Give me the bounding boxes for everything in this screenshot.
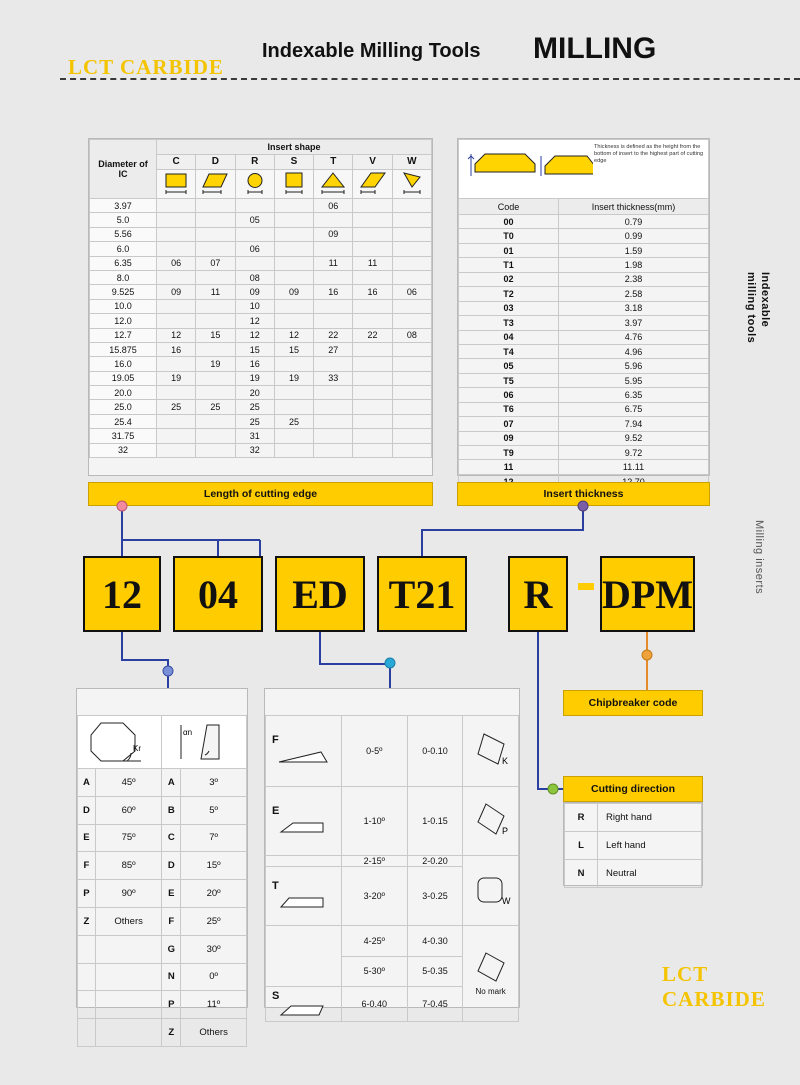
- side-label-milling-inserts: Milling inserts: [753, 520, 765, 595]
- thickness-code: 09: [459, 431, 559, 445]
- page-title-category: MILLING: [533, 32, 657, 65]
- ic-diameter-value: 12.7: [90, 328, 157, 342]
- thickness-code: T2: [459, 287, 559, 301]
- ic-diameter-value: 20.0: [90, 386, 157, 400]
- shape-code-cell: 27: [314, 342, 353, 356]
- thickness-code: 00: [459, 215, 559, 229]
- thickness-code: 04: [459, 330, 559, 344]
- thickness-value: 0.79: [559, 215, 709, 229]
- thickness-value: 5.96: [559, 359, 709, 373]
- ic-diameter-value: 6.35: [90, 256, 157, 270]
- shape-code-cell: 19: [157, 371, 196, 385]
- table-row: [565, 832, 702, 860]
- wiper-kr-value: 60º: [95, 796, 162, 824]
- shape-symbol-W: W: [392, 155, 431, 170]
- cutting-direction-label: Right hand: [598, 804, 702, 832]
- thickness-code: 01: [459, 243, 559, 257]
- insert-shape-header: Insert shape: [157, 140, 432, 155]
- thickness-value: 4.96: [559, 344, 709, 358]
- wiper-kr-code: A: [78, 769, 96, 797]
- table-row: [78, 1019, 247, 1047]
- ic-diameter-value: 10.0: [90, 299, 157, 313]
- shape-code-cell: 10: [235, 299, 274, 313]
- wiper-alpha-value: 0º: [181, 963, 247, 991]
- shape-code-cell: 25: [274, 414, 313, 428]
- wiper-alpha-code: N: [162, 963, 181, 991]
- svg-text:P: P: [501, 826, 508, 836]
- ic-diameter-value: 25.0: [90, 400, 157, 414]
- cutting-direction-label: Left hand: [598, 832, 702, 860]
- thickness-value: 11.11: [559, 460, 709, 474]
- wiper-alpha-code: E: [162, 880, 181, 908]
- thickness-value: 3.97: [559, 316, 709, 330]
- chamfer-angle-1: 1-10º: [341, 787, 407, 856]
- thickness-code: 11: [459, 460, 559, 474]
- shape-code-cell: 25: [235, 400, 274, 414]
- code-block-cutting-direction[interactable]: [508, 556, 568, 632]
- table-row: [78, 991, 247, 1019]
- shape-symbol-S: S: [274, 155, 313, 170]
- shape-code-cell: 11: [196, 285, 235, 299]
- code-separator-dash: [578, 583, 594, 590]
- shape-code-cell: 19: [274, 371, 313, 385]
- wiper-kr-value: Others: [95, 907, 162, 935]
- wiper-alpha-code: P: [162, 991, 181, 1019]
- wiper-table: [76, 688, 248, 1039]
- table-row: [78, 769, 247, 797]
- thickness-code: 05: [459, 359, 559, 373]
- shape-code-cell: 31: [235, 429, 274, 443]
- chipbreaker-caption: Chipbreaker code: [563, 690, 703, 716]
- code-block-chamfer[interactable]: [377, 556, 467, 632]
- table-row: [78, 880, 247, 908]
- ic-diameter-value: 15.875: [90, 342, 157, 356]
- ic-diameter-value: 3.97: [90, 199, 157, 213]
- code-block-thickness[interactable]: [173, 556, 263, 632]
- thickness-note: Thickness is defined as the height from the bottom of insert to the highest part of cutting edge: [594, 144, 704, 164]
- shape-code-cell: 16: [157, 342, 196, 356]
- shape-code-cell: 19: [235, 371, 274, 385]
- thickness-value: 2.58: [559, 287, 709, 301]
- wiper-kr-value: 90º: [95, 880, 162, 908]
- table-row: [78, 963, 247, 991]
- cutting-direction-label: Neutral: [598, 860, 702, 888]
- shape-code-cell: 12: [235, 328, 274, 342]
- ic-diameter-value: 8.0: [90, 270, 157, 284]
- wiper-alpha-diagram: [162, 716, 247, 769]
- wiper-kr-code: Z: [78, 907, 96, 935]
- wiper-alpha-code: F: [162, 907, 181, 935]
- thickness-code: T0: [459, 229, 559, 243]
- table-row: [565, 804, 702, 832]
- shape-code-cell: 25: [235, 414, 274, 428]
- code-text-chamfer: T21: [388, 571, 456, 617]
- ic-header-label: Diameter of IC: [98, 159, 148, 179]
- cutting-direction-code: L: [565, 832, 598, 860]
- shape-code-cell: 16: [353, 285, 392, 299]
- shape-code-cell: 12: [235, 314, 274, 328]
- thickness-value: 7.94: [559, 417, 709, 431]
- ic-diameter-value: 6.0: [90, 242, 157, 256]
- wiper-alpha-code: G: [162, 935, 181, 963]
- shape-symbol-T: T: [314, 155, 353, 170]
- wiper-alpha-value: 3º: [181, 769, 247, 797]
- wiper-kr-value: 75º: [95, 824, 162, 852]
- shape-code-cell: 05: [235, 213, 274, 227]
- shape-code-cell: 16: [235, 357, 274, 371]
- wiper-kr-value: [95, 963, 162, 991]
- cutting-direction-caption: Cutting direction: [563, 776, 703, 802]
- shape-code-cell: 15: [196, 328, 235, 342]
- thickness-code: T4: [459, 344, 559, 358]
- shape-code-cell: 06: [392, 285, 431, 299]
- ic-diameter-value: 32: [90, 443, 157, 457]
- wiper-alpha-code: A: [162, 769, 181, 797]
- chamfer-angle-3: 3-20º: [341, 867, 407, 926]
- chamfer-mark-K: [463, 716, 519, 787]
- table-row: [565, 860, 702, 888]
- wiper-kr-code: D: [78, 796, 96, 824]
- shape-code-cell: 11: [353, 256, 392, 270]
- wiper-kr-code: E: [78, 824, 96, 852]
- chamfer-angle-5: 5-30º: [341, 956, 407, 987]
- shape-code-cell: 08: [235, 270, 274, 284]
- ic-diameter-value: 9.525: [90, 285, 157, 299]
- wiper-alpha-value: 20º: [181, 880, 247, 908]
- code-text-chipbreaker: DPM: [601, 571, 694, 617]
- shape-code-cell: 08: [392, 328, 431, 342]
- shape-code-cell: 33: [314, 371, 353, 385]
- logo-text: LCT CARBIDE: [68, 55, 224, 79]
- thickness-value: 2.38: [559, 272, 709, 286]
- table-row: [78, 935, 247, 963]
- cutting-direction-table: [563, 802, 703, 886]
- chamfer-angle-2: 2-15º: [341, 856, 407, 867]
- thickness-code: T5: [459, 373, 559, 387]
- wiper-alpha-value: 7º: [181, 824, 247, 852]
- page-title: Indexable Milling Tools: [262, 40, 481, 62]
- thickness-code: 07: [459, 417, 559, 431]
- shape-code-cell: 25: [157, 400, 196, 414]
- thickness-code: T6: [459, 402, 559, 416]
- chamfer-width-3: 3-0.25: [407, 867, 463, 926]
- shape-code-cell: 06: [235, 242, 274, 256]
- chamfer-shape-T: T: [266, 867, 342, 926]
- shape-code-cell: 20: [235, 386, 274, 400]
- ic-diameter-value: 31.75: [90, 429, 157, 443]
- thickness-value: 6.35: [559, 388, 709, 402]
- shape-symbol-D: D: [196, 155, 235, 170]
- wiper-alpha-value: 11º: [181, 991, 247, 1019]
- wiper-alpha-value: 25º: [181, 907, 247, 935]
- wiper-alpha-value: 15º: [181, 852, 247, 880]
- wiper-alpha-value: 30º: [181, 935, 247, 963]
- cutting-direction-code: N: [565, 860, 598, 888]
- table-row: [78, 824, 247, 852]
- code-block-wiper[interactable]: [275, 556, 365, 632]
- insert-thickness-caption: Insert thickness: [457, 482, 710, 506]
- shape-code-cell: 09: [314, 227, 353, 241]
- thickness-value: 1.59: [559, 243, 709, 257]
- chamfer-width-2: 2-0.20: [407, 856, 463, 867]
- shape-code-cell: 06: [314, 199, 353, 213]
- shape-code-cell: 22: [353, 328, 392, 342]
- svg-text:αn: αn: [183, 727, 193, 737]
- wiper-alpha-code: D: [162, 852, 181, 880]
- shape-code-cell: 09: [274, 285, 313, 299]
- shape-symbol-V: V: [353, 155, 392, 170]
- thickness-code: T1: [459, 258, 559, 272]
- ic-diameter-value: 12.0: [90, 314, 157, 328]
- ic-diameter-value: 19.05: [90, 371, 157, 385]
- thickness-code: 06: [459, 388, 559, 402]
- wiper-kr-diagram: [78, 716, 162, 769]
- chamfer-width-4: 4-0.30: [407, 926, 463, 957]
- chamfer-mark-nomark: [463, 926, 519, 1022]
- chamfer-angle-0: 0-5º: [341, 716, 407, 787]
- shape-code-cell: 12: [157, 328, 196, 342]
- code-block-diameter[interactable]: [83, 556, 161, 632]
- shape-code-cell: 25: [196, 400, 235, 414]
- code-text-thickness: 04: [198, 571, 238, 617]
- shape-code-cell: 32: [235, 443, 274, 457]
- code-text-cutting-direction: R: [523, 571, 553, 617]
- wiper-alpha-code: B: [162, 796, 181, 824]
- thickness-value: 9.72: [559, 446, 709, 460]
- thickness-value: 1.98: [559, 258, 709, 272]
- thickness-code: 02: [459, 272, 559, 286]
- wiper-kr-code: [78, 963, 96, 991]
- side-label-indexable-milling-tools: Indexable milling tools: [745, 272, 771, 344]
- footer-logo-text: LCT CARBIDE: [662, 962, 766, 1011]
- thickness-value: 9.52: [559, 431, 709, 445]
- length-of-cutting-edge-caption: Length of cutting edge: [88, 482, 433, 506]
- wiper-kr-value: [95, 991, 162, 1019]
- wiper-kr-value: 45º: [95, 769, 162, 797]
- wiper-alpha-code: C: [162, 824, 181, 852]
- shape-symbol-R: R: [235, 155, 274, 170]
- thickness-code: 03: [459, 301, 559, 315]
- chamfer-mark-W: [463, 856, 519, 926]
- code-block-chipbreaker[interactable]: [600, 556, 695, 632]
- thickness-value: 0.99: [559, 229, 709, 243]
- svg-text:K: K: [501, 756, 508, 766]
- thickness-value: 3.18: [559, 301, 709, 315]
- ic-diameter-value: 25.4: [90, 414, 157, 428]
- thickness-value: 5.95: [559, 373, 709, 387]
- wiper-alpha-value: 5º: [181, 796, 247, 824]
- shape-code-cell: 09: [157, 285, 196, 299]
- wiper-kr-code: F: [78, 852, 96, 880]
- wiper-alpha-code: Z: [162, 1019, 181, 1047]
- shape-code-cell: 16: [314, 285, 353, 299]
- chamfer-angle-4: 4-25º: [341, 926, 407, 957]
- wiper-kr-code: [78, 935, 96, 963]
- thickness-code: T3: [459, 316, 559, 330]
- shape-code-cell: 22: [314, 328, 353, 342]
- thickness-header-code: Code: [459, 199, 559, 215]
- code-text-wiper: ED: [292, 571, 348, 617]
- shape-code-cell: 15: [235, 342, 274, 356]
- wiper-kr-code: P: [78, 880, 96, 908]
- wiper-kr-value: [95, 935, 162, 963]
- svg-text:Kr: Kr: [132, 743, 141, 753]
- shape-code-cell: 19: [196, 357, 235, 371]
- chamfer-width-7: 7-0.45: [407, 987, 463, 1022]
- chamfer-mark-nomark-label: No mark: [475, 987, 506, 996]
- wiper-kr-value: [95, 1019, 162, 1047]
- shape-code-cell: 07: [196, 256, 235, 270]
- table-row: [78, 796, 247, 824]
- shape-code-cell: 06: [157, 256, 196, 270]
- shape-code-cell: 12: [274, 328, 313, 342]
- wiper-kr-value: 85º: [95, 852, 162, 880]
- thickness-value: 6.75: [559, 402, 709, 416]
- chamfer-width-5: 5-0.35: [407, 956, 463, 987]
- code-text-diameter: 12: [102, 571, 142, 617]
- chamfer-shape-E: E: [266, 787, 342, 856]
- thickness-code: T9: [459, 446, 559, 460]
- chamfer-mark-P: [463, 787, 519, 856]
- ic-diameter-value: 5.0: [90, 213, 157, 227]
- thickness-value: 4.76: [559, 330, 709, 344]
- shape-symbol-C: C: [157, 155, 196, 170]
- ic-diameter-value: 5.56: [90, 227, 157, 241]
- chamfer-table: [264, 688, 520, 1008]
- thickness-header-value: Insert thickness(mm): [559, 199, 709, 215]
- chamfer-width-1: 1-0.15: [407, 787, 463, 856]
- chamfer-width-0: 0-0.10: [407, 716, 463, 787]
- wiper-kr-code: [78, 991, 96, 1019]
- chamfer-shape-S: S: [266, 987, 342, 1022]
- wiper-alpha-value: Others: [181, 1019, 247, 1047]
- table-row: [78, 852, 247, 880]
- chamfer-width-6: 6-0.40: [341, 987, 407, 1022]
- shape-code-cell: 11: [314, 256, 353, 270]
- shape-code-cell: 09: [235, 285, 274, 299]
- ic-diameter-value: 16.0: [90, 357, 157, 371]
- svg-text:W: W: [501, 895, 511, 906]
- wiper-kr-code: [78, 1019, 96, 1047]
- cutting-direction-code: R: [565, 804, 598, 832]
- shape-code-cell: 15: [274, 342, 313, 356]
- chamfer-shape-F: F: [266, 716, 342, 787]
- table-row: [78, 907, 247, 935]
